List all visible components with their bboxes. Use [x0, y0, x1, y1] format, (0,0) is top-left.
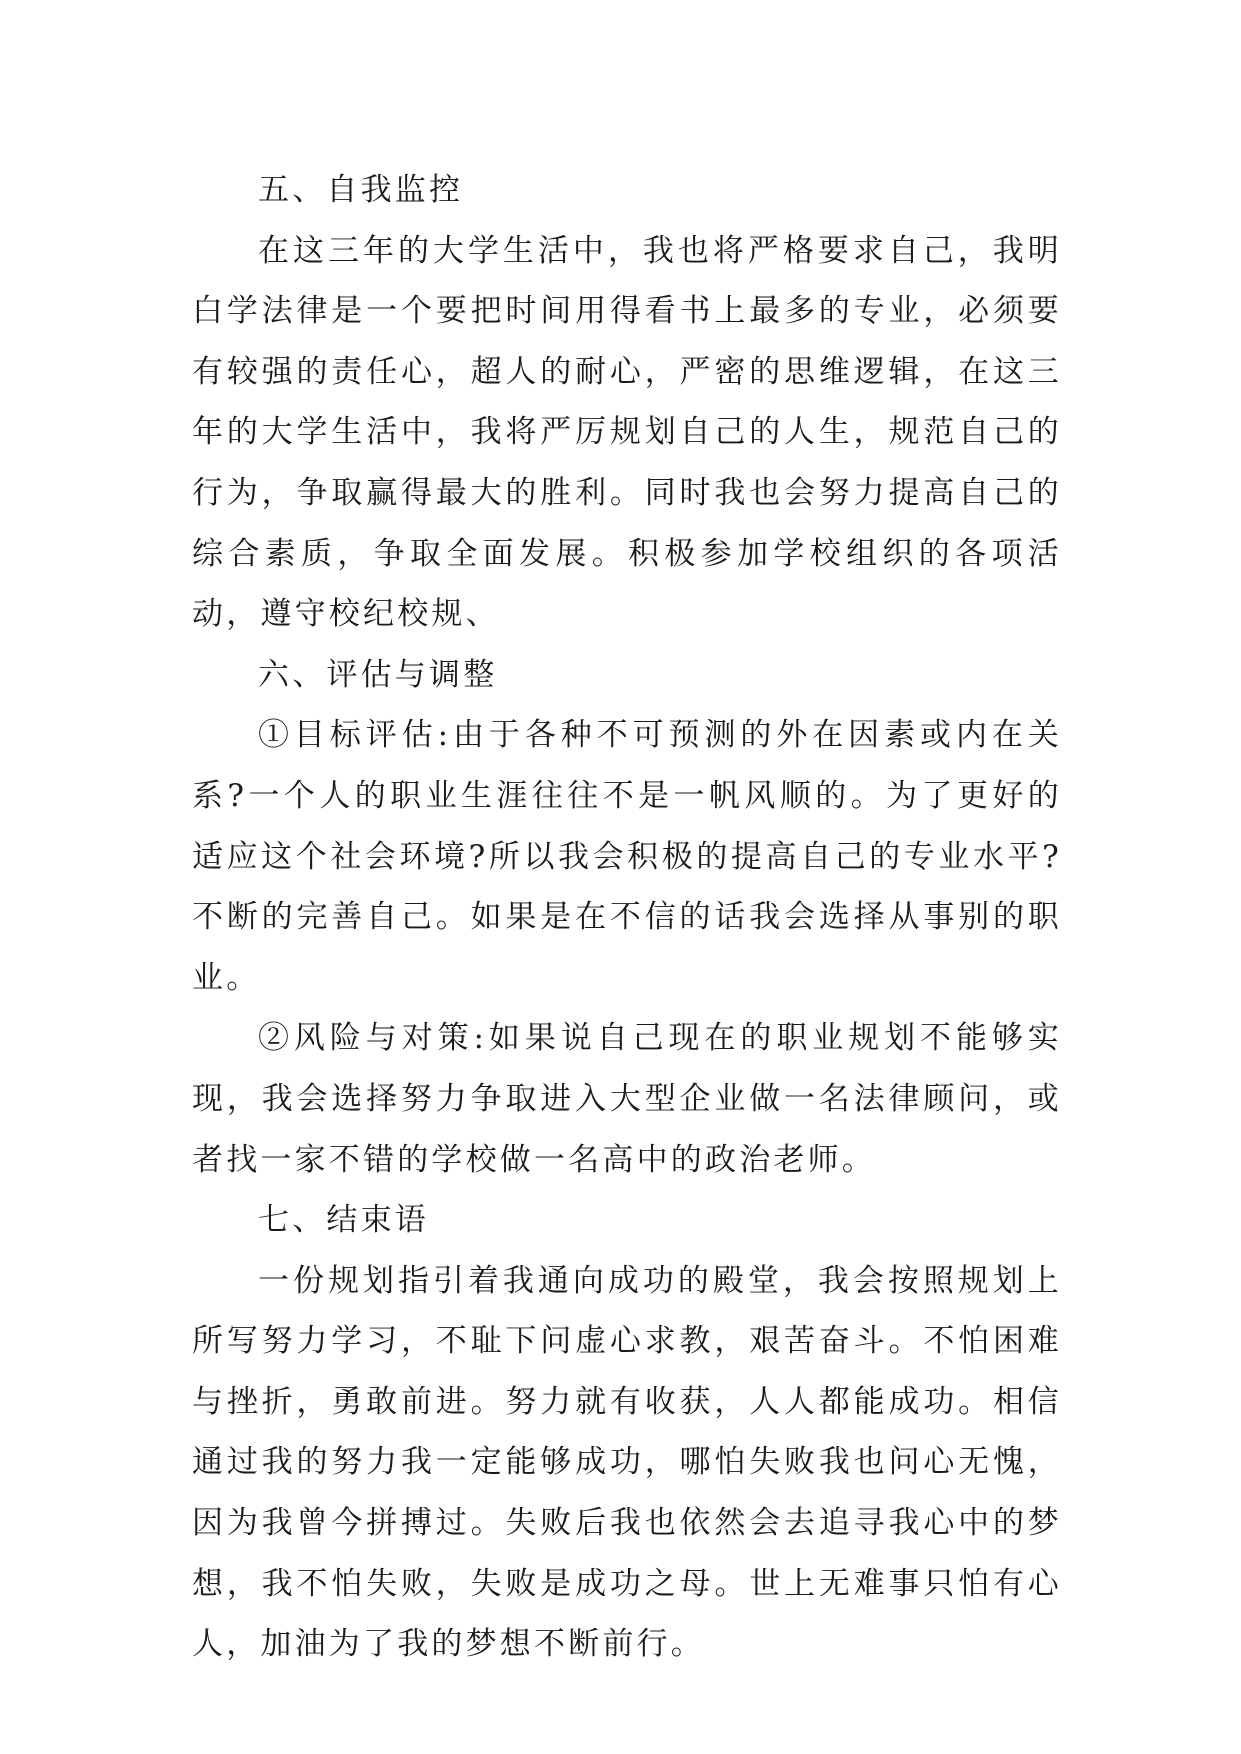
document-body [192, 160, 1062, 1675]
paragraph-self-monitoring: 在这三年的大学生活中，我也将严格要求自己，我明白学法律是一个要把时间用得看书上最多的专业，必须要有较强的责任心，超人的耐心，严密的思维逻辑，在这三年的大学生活中，我将严厉规划自己的人生，规范自己的行为，争取赢得最大的胜利。同时我也会努力提高自己的综合素质，争取全面发展。积极参加学校组织的各项活动，遵守校纪校规、 [192, 232, 1062, 633]
paragraph-conclusion: 一份规划指引着我通向成功的殿堂，我会按照规划上所写努力学习，不耻下问虚心求教，艰苦奋斗。不怕困难与挫折，勇敢前进。努力就有收获，人人都能成功。相信通过我的努力我一定能够成功，哪怕失败我也问心无愧，因为我曾今拼搏过。失败后我也依然会去追寻我心中的梦想，我不怕失败，失败是成功之母。世上无难事只怕有心人，加油为了我的梦想不断前行。 [192, 1262, 1062, 1663]
section-heading-evaluation-adjustment: 六、评估与调整 [258, 656, 498, 693]
section-heading-conclusion: 七、结束语 [258, 1202, 429, 1239]
paragraph-goal-evaluation: ①目标评估:由于各种不可预测的外在因素或内在关系?一个人的职业生涯往往不是一帆风顺的。为了更好的适应这个社会环境?所以我会积极的提高自己的专业水平?不断的完善自己。如果是在不信的话我会选择从事别的职业。 [192, 717, 1062, 996]
paragraph-risk-countermeasures: ②风险与对策:如果说自己现在的职业规划不能够实现，我会选择努力争取进入大型企业做一名法律顾问，或者找一家不错的学校做一名高中的政治老师。 [192, 1020, 1062, 1178]
section-heading-self-monitoring: 五、自我监控 [258, 172, 464, 208]
